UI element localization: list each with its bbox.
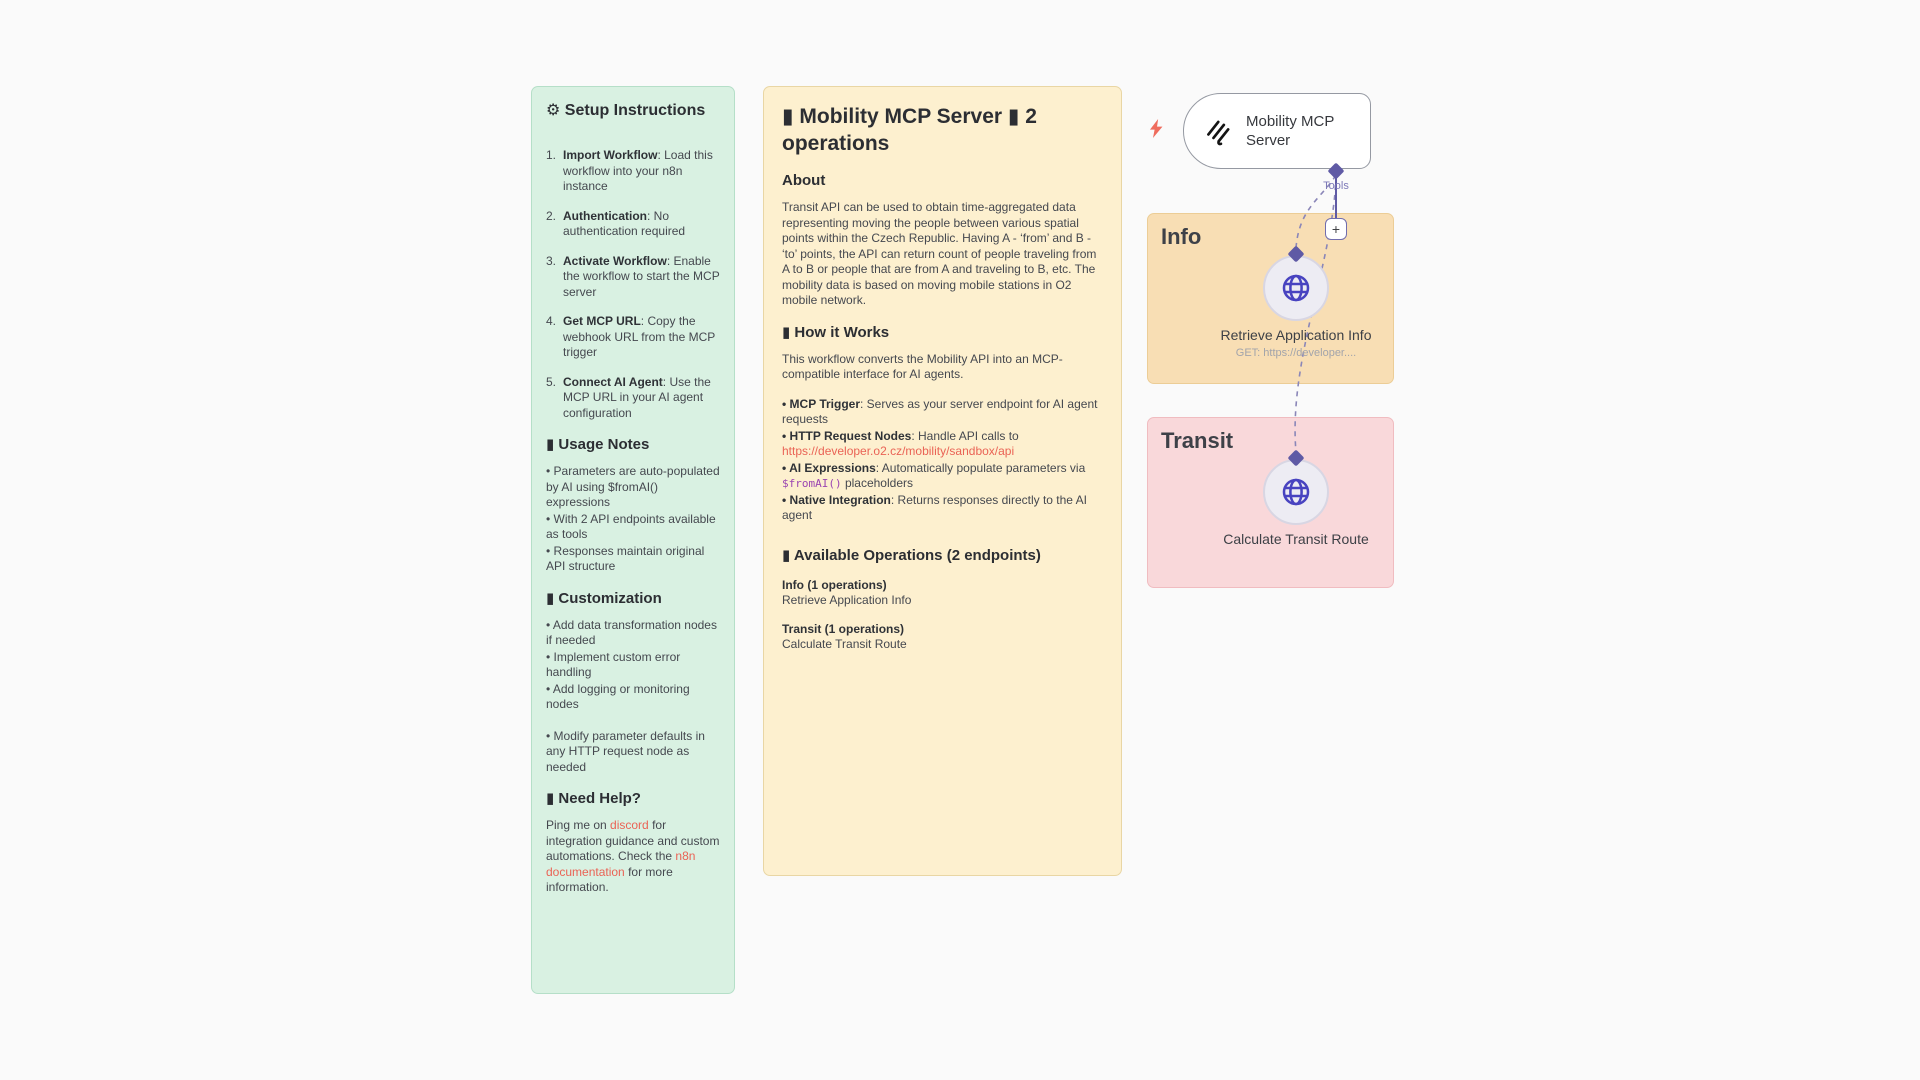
customization-title: ▮ Customization [546,589,662,607]
customization-bullet: • Implement custom error handling [546,649,681,679]
setup-step: 4. Get MCP URL: Copy the webhook URL from the MCP trigger [546,314,716,359]
sticky-note-setup[interactable] [531,86,735,994]
api-url-link[interactable]: https://developer.o2.cz/mobility/sandbox/api [782,444,1015,458]
customization-bullet: • Add data transformation nodes if needed [546,617,717,647]
globe-icon [1280,476,1312,508]
trigger-node-label: Mobility MCP Server [1246,113,1335,149]
need-help-paragraph: Ping me on discord for integration guidance and custom automations. Check the n8n documentation for more information. [546,818,720,894]
n8n-documentation-link[interactable]: n8n documentation [546,849,696,879]
tools-port-label: Tools [1323,180,1349,192]
transit-node-caption: Calculate Transit Route [1223,531,1369,547]
setup-step: 2. Authentication: No authentication required [546,208,686,238]
available-operations-title: ▮ Available Operations (2 endpoints) [782,546,1041,564]
trigger-lightning-icon [1148,119,1165,138]
feature-item: • Native Integration: Returns responses directly to the AI agent [782,492,1087,522]
customization-bullet: • Modify parameter defaults in any HTTP request node as needed [546,728,705,774]
fromai-code: $fromAI() [782,477,842,490]
doc-title: ▮ Mobility MCP Server ▮ 2 operations [782,105,1037,155]
about-title: About [782,172,826,189]
info-node-caption: Retrieve Application Info GET: https://developer.... [1206,327,1386,359]
info-node-subtitle: GET: https://developer.... [1235,346,1357,359]
usage-bullet: • Parameters are auto-populated by AI using $fromAI() expressions [546,464,720,509]
operations-group: Transit (1 operations) Calculate Transit Route [782,621,907,651]
info-group-title: Info [1161,224,1202,249]
usage-bullet: • Responses maintain original API structure [546,543,705,573]
calculate-transit-route-node[interactable] [1263,459,1329,525]
need-help-title: ▮ Need Help? [546,790,641,807]
retrieve-application-info-node[interactable] [1263,255,1329,321]
mcp-trigger-node[interactable] [1183,93,1371,169]
feature-item: • MCP Trigger: Serves as your server endpoint for AI agent requests [782,396,1098,426]
setup-step: 5. Connect AI Agent: Use the MCP URL in your AI agent configuration [546,374,711,420]
mcp-logo-icon [1202,115,1234,147]
discord-link[interactable]: discord [610,818,649,832]
about-text: Transit API can be used to obtain time-aggregated data representing moving the people between various spatial points within the Czech Republic. Having A - ‘from’ and B - ‘to’ points, the API can return count of people traveling from A to B or people that are from A and traveling to B, etc. The mobility data is based on moving mobile stations in O2 mobile network. [782,200,1097,307]
how-it-works-title: ▮ How it Works [782,323,890,341]
sticky-note-doc[interactable] [763,86,1122,876]
customization-bullet: • Add logging or monitoring nodes [546,681,690,711]
how-it-works-intro: This workflow converts the Mobility API into an MCP-compatible interface for AI agents. [782,351,1063,381]
operations-group: Info (1 operations) Retrieve Application Info [782,577,912,607]
setup-step: 3. Activate Workflow: Enable the workflow to start the MCP server [546,253,720,299]
setup-title: ⚙ Setup Instructions [546,102,706,119]
globe-icon [1280,272,1312,304]
transit-group-title: Transit [1161,428,1234,453]
feature-item: • HTTP Request Nodes: Handle API calls to https://developer.o2.cz/mobility/sandbox/api [782,428,1019,458]
add-tool-button[interactable]: + [1325,218,1347,240]
usage-bullet: • With 2 API endpoints available as tools [546,511,716,541]
feature-item: • AI Expressions: Automatically populate parameters via $fromAI() placeholders [782,460,1086,490]
usage-notes-title: ▮ Usage Notes [546,436,650,453]
setup-step: 1. Import Workflow: Load this workflow into your n8n instance [546,148,713,193]
